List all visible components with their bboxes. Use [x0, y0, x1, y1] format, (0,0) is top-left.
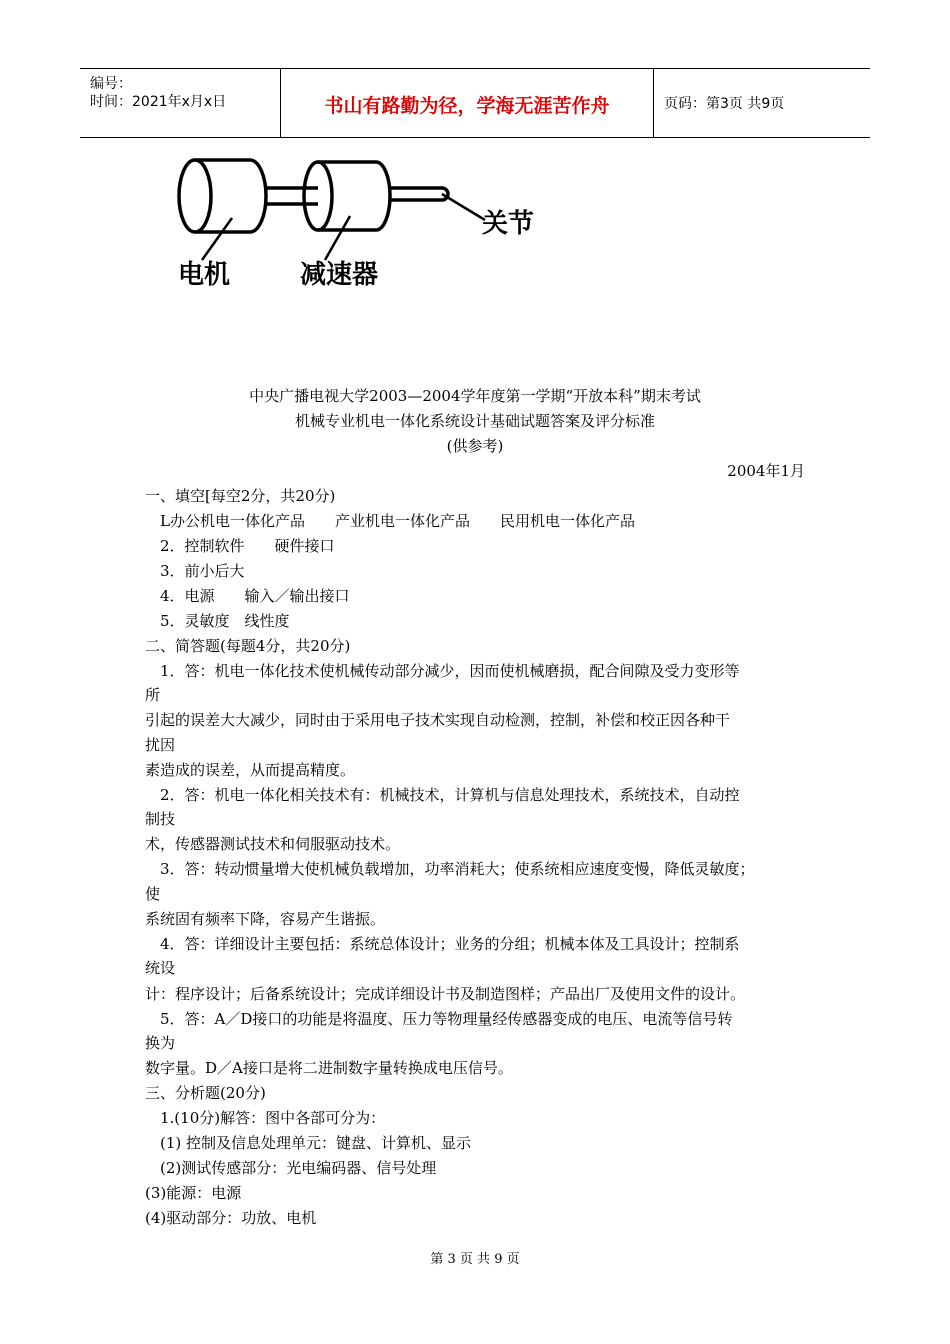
- body-line: 三、分析题(20分): [145, 1084, 266, 1102]
- body-line: L办公机电一体化产品 产业机电一体化产品 民用机电一体化产品: [160, 512, 635, 530]
- output-shaft: [390, 188, 448, 200]
- date-label: 时间：2021年x月x日: [90, 94, 227, 110]
- reducer-label: 减速器: [300, 260, 379, 290]
- body-line: (1) 控制及信息处理单元：键盘、计算机、显示: [160, 1134, 472, 1152]
- body-line: 二、简答题(每题4分，共20分): [145, 637, 351, 655]
- serial-label: 编号：: [90, 76, 132, 92]
- motor-body: [195, 160, 250, 232]
- body-line: 5．灵敏度 线性度: [160, 612, 290, 630]
- body-line: 统设: [145, 959, 176, 977]
- body-line: 2．答：机电一体化相关技术有：机械技术，计算机与信息处理技术，系统技术，自动控: [160, 786, 740, 804]
- exam-title: 中央广播电视大学2003—2004学年度第一学期“开放本科”期末考试: [249, 387, 701, 405]
- body-line: 系统固有频率下降，容易产生谐振。: [145, 910, 386, 928]
- body-line: (3)能源：电源: [145, 1184, 242, 1202]
- reducer-back-arc: [376, 162, 390, 230]
- body-line: 扰因: [145, 736, 176, 754]
- body-line: 2．控制软件 硬件接口: [160, 537, 335, 555]
- body-line: 3．答：转动惯量增大使机械负载增加，功率消耗大；使系统相应速度变慢，降低灵敏度；: [160, 860, 755, 878]
- header-motto-cell: [281, 69, 654, 137]
- page-footer: 第 3 页 共 9 页: [430, 1252, 520, 1267]
- motor-label: 电机: [178, 260, 231, 290]
- body-line: 制技: [145, 810, 176, 828]
- body-line: 5．答：A／D接口的功能是将温度、压力等物理量经传感器变成的电压、电流等信号转: [160, 1010, 733, 1028]
- body-line: (4)驱动部分：功放、电机: [145, 1209, 317, 1227]
- diagram-drawing: [150, 150, 550, 300]
- body-line: 1．答：机电一体化技术使机械传动部分减少，因而使机械磨损，配合间隙及受力变形等: [160, 662, 740, 680]
- page-header: [80, 68, 870, 138]
- exam-date: 2004年1月: [727, 462, 805, 480]
- body-line: (2)测试传感部分：光电编码器、信号处理: [160, 1159, 437, 1177]
- body-line: 换为: [145, 1034, 176, 1052]
- header-info-cell: [80, 69, 281, 137]
- body-line: 1.(10分)解答：图中各部可分为：: [160, 1109, 386, 1127]
- header-page-cell: [654, 69, 870, 137]
- reducer-front-ellipse: [304, 162, 332, 230]
- body-line: 使: [145, 885, 161, 903]
- motor-front-ellipse: [179, 160, 211, 232]
- body-line: 4．答：详细设计主要包括：系统总体设计；业务的分组；机械本体及工具设计；控制系: [160, 935, 740, 953]
- body-line: 所: [145, 686, 161, 704]
- motor-back-arc: [250, 160, 266, 232]
- body-line: 计：程序设计；后备系统设计；完成详细设计书及制造图样；产品出厂及使用文件的设计。: [145, 985, 746, 1003]
- body-line: 3．前小后大: [160, 562, 245, 580]
- motto: 书山有路勤为径，学海无涯苦作舟: [324, 95, 610, 117]
- body-line: 数字量。D／A接口是将二进制数字量转换成电压信号。: [145, 1059, 513, 1077]
- exam-subtitle: 机械专业机电一体化系统设计基础试题答案及评分标准: [294, 412, 655, 430]
- joint-label: 关节: [482, 209, 535, 239]
- joint-leader: [442, 194, 485, 220]
- body-line: 一、填空[每空2分，共20分): [145, 487, 336, 505]
- body-line: 素造成的误差，从而提高精度。: [145, 761, 356, 779]
- motor-reducer-diagram: [150, 150, 550, 300]
- body-line: 术，传感器测试技术和伺服驱动技术。: [145, 835, 401, 853]
- reducer-leader: [325, 216, 350, 260]
- coupling-shaft: [266, 188, 318, 204]
- exam-reference-note: (供参考): [446, 437, 504, 455]
- body-line: 引起的误差大大减少，同时由于采用电子技术实现自动检测，控制，补偿和校正因各种干: [145, 711, 731, 729]
- page-info: 页码：第3页 共9页: [664, 96, 785, 112]
- body-line: 4．电源 输入／输出接口: [160, 587, 350, 605]
